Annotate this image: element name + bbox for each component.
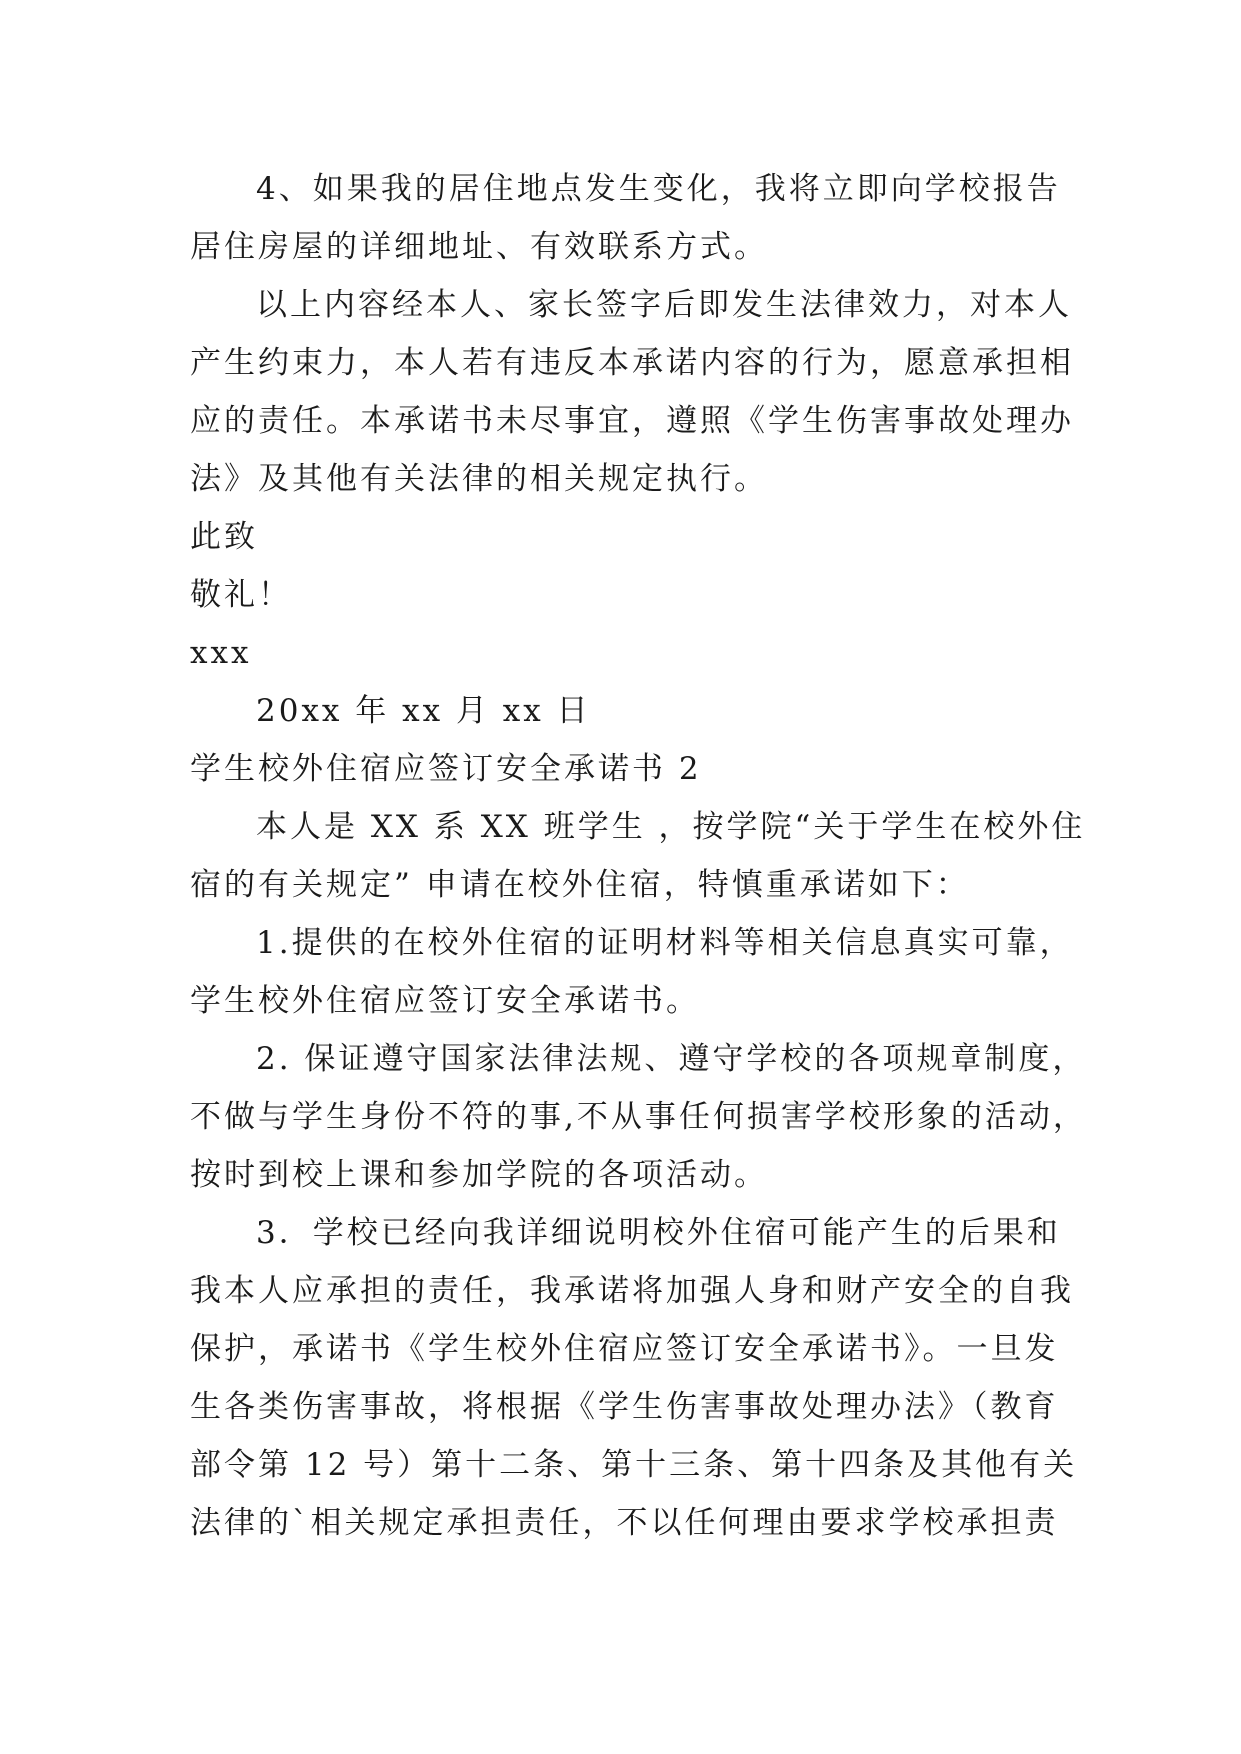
text-line: 4、如果我的居住地点发生变化，我将立即向学校报告 [256,171,1061,207]
text-line: 产生约束力，本人若有违反本承诺内容的行为，愿意承担相 [190,345,1074,381]
salutation-line: 敬礼！ [190,577,292,613]
text-line: 宿的有关规定” 申请在校外住宿，特慎重承诺如下： [190,867,970,903]
signature-line: xxx [190,635,252,671]
salutation-line: 此致 [190,519,258,555]
text-line: 2. 保证遵守国家法律法规、遵守学校的各项规章制度， [256,1041,1087,1077]
text-line: 法》及其他有关法律的相关规定执行。 [190,461,768,497]
section-heading: 学生校外住宿应签订安全承诺书 2 [190,751,702,787]
text-line: 本人是 XX 系 XX 班学生 ，按学院“关于学生在校外住 [256,809,1086,845]
text-line: 3．学校已经向我详细说明校外住宿可能产生的后果和 [256,1215,1061,1251]
text-line: 学生校外住宿应签订安全承诺书。 [190,983,700,1019]
document-body [190,160,1087,1552]
text-line: 我本人应承担的责任，我承诺将加强人身和财产安全的自我 [190,1273,1074,1309]
date-line: 20xx 年 xx 月 xx 日 [256,693,591,729]
text-line: 按时到校上课和参加学院的各项活动。 [190,1157,768,1193]
text-line: 保护，承诺书《学生校外住宿应签订安全承诺书》。一旦发 [190,1331,1059,1367]
text-line: 生各类伤害事故，将根据《学生伤害事故处理办法》（教育 [190,1389,1059,1425]
text-line: 不做与学生身份不符的事,不从事任何损害学校形象的活动， [190,1099,1087,1135]
text-line: 法律的`相关规定承担责任，不以任何理由要求学校承担责 [190,1505,1059,1541]
text-line: 部令第 12 号）第十二条、第十三条、第十四条及其他有关 [190,1447,1078,1483]
text-line: 以上内容经本人、家长签字后即发生法律效力，对本人 [256,287,1072,323]
text-line: 居住房屋的详细地址、有效联系方式。 [190,229,768,265]
text-line: 应的责任。本承诺书未尽事宜，遵照《学生伤害事故处理办 [190,403,1074,439]
text-line: 1.提供的在校外住宿的证明材料等相关信息真实可靠， [256,925,1074,961]
